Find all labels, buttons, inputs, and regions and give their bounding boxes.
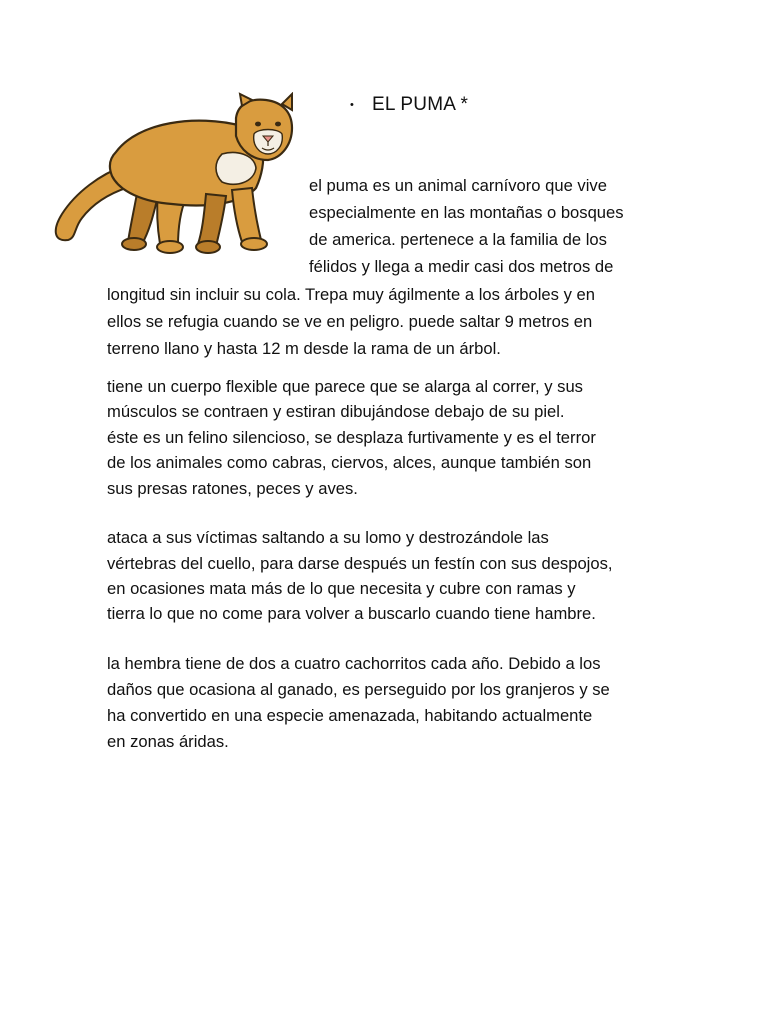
paragraph-line: la hembra tiene de dos a cuatro cachorritos cada año. Debido a los	[107, 654, 601, 673]
paragraph-line: de los animales como cabras, ciervos, alces, aunque también son	[107, 453, 592, 472]
paragraph-line: vértebras del cuello, para darse después un festín con sus despojos,	[107, 554, 613, 573]
paragraph-line: en zonas áridas.	[107, 732, 229, 751]
paragraph-line: ataca a sus víctimas saltando a su lomo y destrozándole las	[107, 528, 549, 547]
paragraph-line: terreno llano y hasta 12 m desde la rama de un árbol.	[107, 339, 501, 358]
paragraph-line: ellos se refugia cuando se ve en peligro. puede saltar 9 metros en	[107, 312, 593, 331]
paragraph-line: éste es un felino silencioso, se desplaza furtivamente y es el terror	[107, 428, 596, 447]
paragraph-line: félidos y llega a medir casi dos metros de	[309, 257, 614, 276]
paragraph-line: tiene un cuerpo flexible que parece que se alarga al correr, y sus	[107, 377, 583, 396]
page-title	[350, 94, 468, 116]
paragraph-line: ha convertido en una especie amenazada, habitando actualmente	[107, 706, 593, 725]
paragraph-line: longitud sin incluir su cola. Trepa muy ágilmente a los árboles y en	[107, 285, 595, 304]
puma-icon	[46, 92, 302, 258]
paragraph-line: tierra lo que no come para volver a buscarlo cuando tiene hambre.	[107, 604, 596, 623]
paragraph-line: músculos se contraen y estiran dibujándose debajo de su piel.	[107, 402, 565, 421]
paragraph-line: en ocasiones mata más de lo que necesita y cubre con ramas y	[107, 579, 576, 598]
paragraph-line: sus presas ratones, peces y aves.	[107, 479, 358, 498]
title-bullet: •	[350, 98, 355, 111]
paragraph-line: daños que ocasiona al ganado, es perseguido por los granjeros y se	[107, 680, 610, 699]
paragraph-line: el puma es un animal carnívoro que vive	[309, 176, 607, 195]
paragraph-line: de america. pertenece a la familia de los	[309, 230, 607, 249]
paragraph-line: especialmente en las montañas o bosques	[309, 203, 624, 222]
title-text: EL PUMA *	[372, 94, 469, 115]
